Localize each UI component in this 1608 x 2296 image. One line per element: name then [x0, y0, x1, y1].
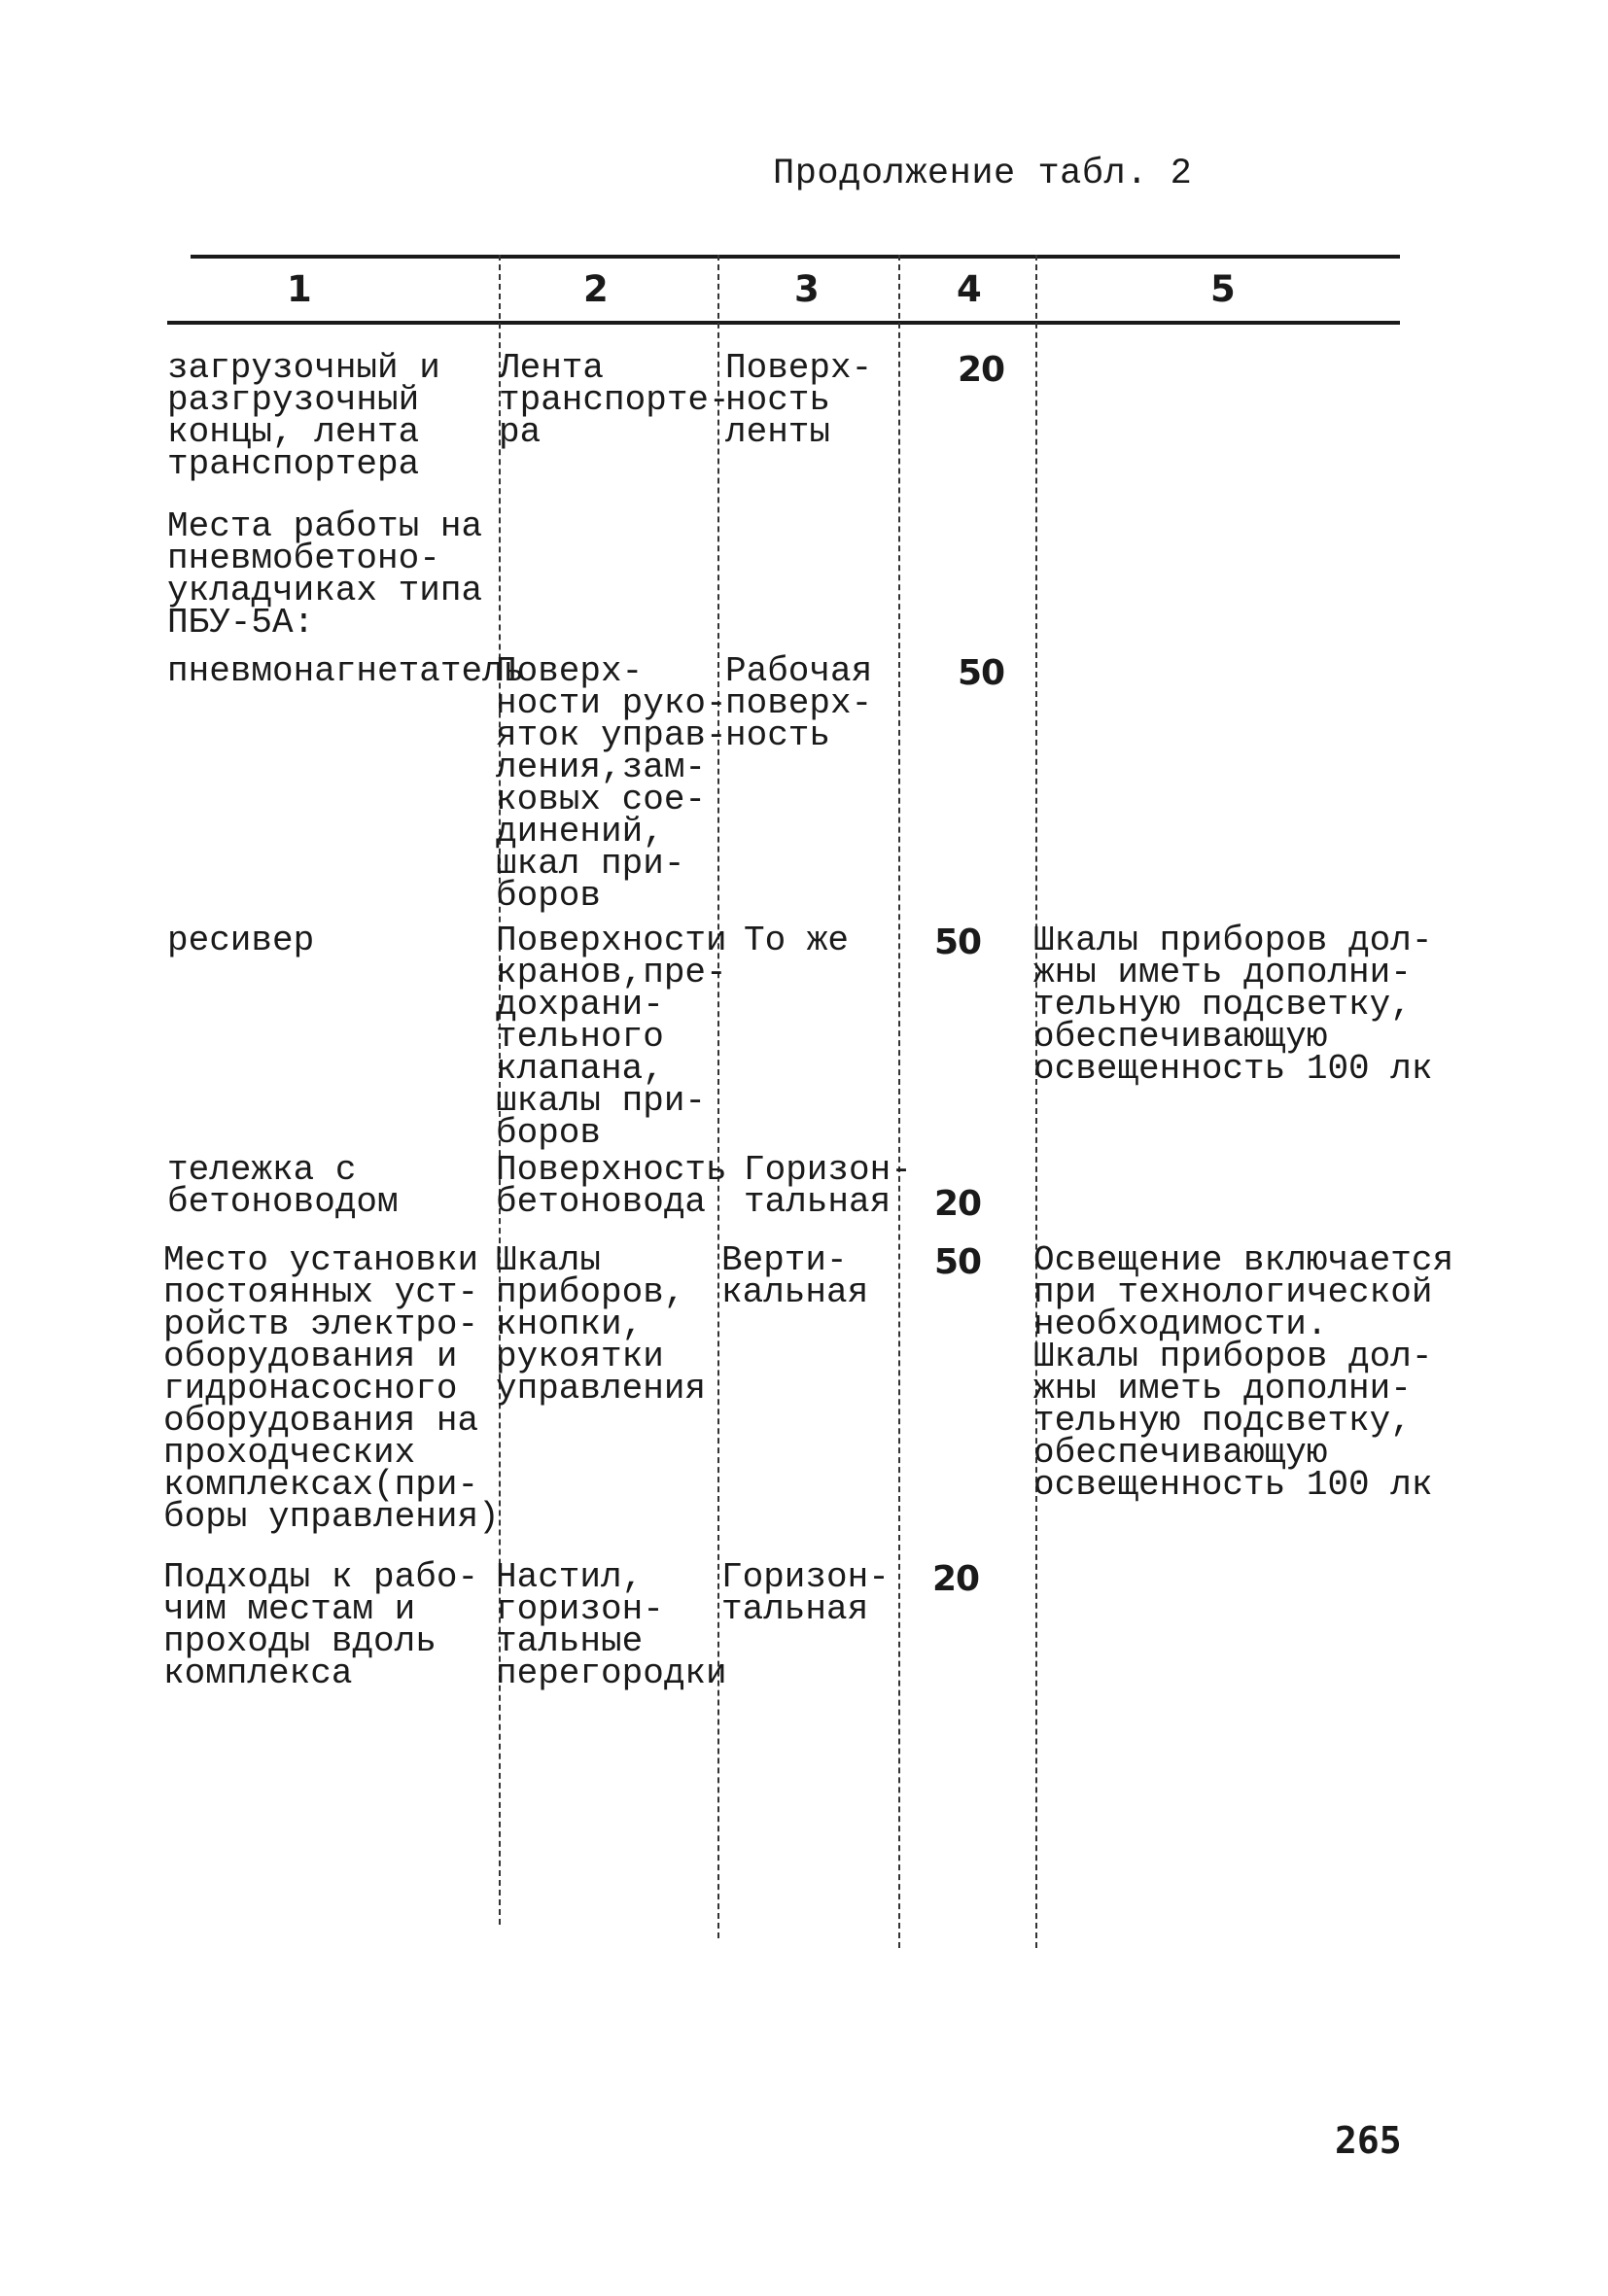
- cell-plane: Горизон- тальная: [744, 1150, 912, 1222]
- column-header-4: 4: [957, 268, 982, 310]
- cell-illuminance: 20: [932, 1559, 980, 1599]
- column-divider: [898, 255, 900, 1948]
- page-number: 265: [1335, 2119, 1402, 2162]
- cell-plane: Горизон- тальная: [721, 1557, 890, 1629]
- cell-surface: Поверх- ности руко- яток управ- ления,зам- ковых сое- динений, шкал при- боров: [496, 651, 727, 916]
- column-divider: [1035, 255, 1037, 1948]
- cell-notes: Шкалы приборов дол- жны иметь дополни- тельную подсветку, обеспечивающую освещенность 100 лк: [1033, 921, 1433, 1089]
- table-caption: Продолжение табл. 2: [773, 154, 1193, 194]
- cell-illuminance: 50: [958, 653, 1005, 693]
- cell-surface: Настил, горизон- тальные перегородки: [496, 1557, 727, 1693]
- column-header-2: 2: [583, 268, 609, 310]
- cell-notes: Освещение включается при технологической необходимости. Шкалы приборов дол- жны иметь дополни- тельную подсветку, обеспечивающую освещенность 100 лк: [1033, 1240, 1454, 1505]
- cell-plane: Поверх- ность ленты: [725, 348, 873, 452]
- cell-object: Места работы на пневмобетоно- укладчиках типа ПБУ-5А:: [167, 506, 483, 643]
- cell-surface: Поверхность бетоновода: [496, 1150, 727, 1222]
- table-top-rule: [191, 255, 1400, 259]
- cell-surface: Поверхности кранов,пре- дохрани- тельного клапана, шкалы при- боров: [496, 921, 727, 1153]
- cell-surface: Лента транспорте- ра: [499, 348, 730, 452]
- column-header-1: 1: [287, 268, 312, 310]
- cell-illuminance: 50: [934, 922, 982, 962]
- column-header-3: 3: [794, 268, 820, 310]
- cell-plane: Верти- кальная: [721, 1240, 869, 1312]
- cell-illuminance: 50: [934, 1242, 982, 1282]
- cell-plane: Рабочая поверх- ность: [725, 651, 873, 755]
- cell-surface: Шкалы приборов, кнопки, рукоятки управления: [496, 1240, 707, 1409]
- column-header-5: 5: [1210, 268, 1236, 310]
- cell-object: Подходы к рабо- чим местам и проходы вдоль комплекса: [163, 1557, 479, 1693]
- cell-object: пневмонагнетатель: [167, 651, 525, 691]
- cell-object: загрузочный и разгрузочный концы, лента транспортера: [167, 348, 440, 484]
- cell-object: тележка с бетоноводом: [167, 1150, 399, 1222]
- cell-illuminance: 20: [958, 350, 1005, 390]
- cell-plane: То же: [744, 921, 850, 960]
- cell-illuminance: 20: [934, 1184, 982, 1224]
- cell-object: ресивер: [167, 921, 315, 960]
- cell-object: Место установки постоянных уст- ройств электро- оборудования и гидронасосного оборудования на проходческих комплексах(при- боры управления): [163, 1240, 500, 1537]
- table-header-rule: [167, 321, 1400, 325]
